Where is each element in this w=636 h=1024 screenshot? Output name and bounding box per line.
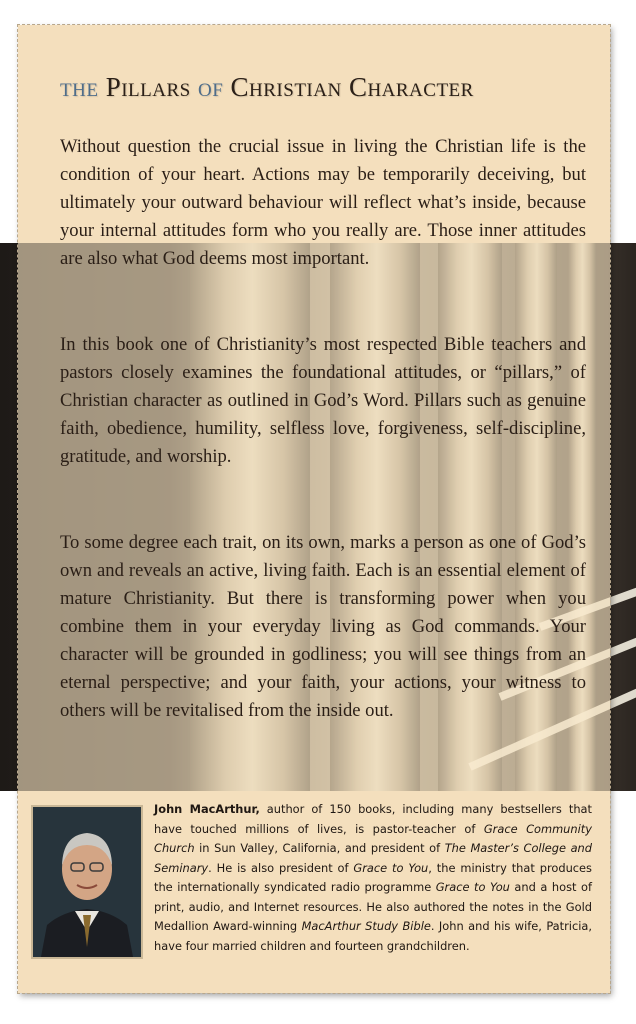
title-word-christian-character: Christian Character [230, 72, 474, 102]
author-photo [31, 805, 143, 959]
bio-bible-name: MacArthur Study Bible [301, 919, 431, 933]
bio-text: author of 150 books, including many bestsellers that have touched millions of lives, is pastor-teacher of [154, 802, 593, 836]
blurb-paragraph-2: In this book one of Christianity’s most respected Bible teachers and pastors closely examines the foundational attitudes, or “pillars,” of Christian character as outlined in God’s Word. Pillars such as genuine faith, obedience, humility, selfless love, forgiveness, self-discipline, gratitude, and worship. [60, 334, 586, 467]
author-portrait-illustration [33, 807, 141, 957]
bio-text: , the ministry that produces the internationally syndicated radio programme [154, 860, 592, 894]
title-word-of: of [197, 72, 224, 102]
bio-college-name: The Master’s College and Seminary [154, 841, 593, 875]
back-cover-panel [18, 25, 610, 993]
bio-text: . John and his wife, Patricia, have four married children and fourteen grandchildren. [154, 919, 592, 953]
bio-programme-name: Grace to You [435, 880, 510, 894]
bio-text: and a host of print, audio, and Internet resources. He also authored the notes in the Gold Medallion Award-winning [154, 880, 592, 933]
title-word-the: the [60, 72, 99, 102]
author-name: John MacArthur, [154, 802, 260, 816]
blurb-paragraph-3: To some degree each trait, on its own, marks a person as one of God’s own and reveals an active, living faith. Each is an essential element of mature Christianity. But there is transforming power when you combine them in your everyday living as God commands. Your character will be grounded in godliness; you will see things from an eternal perspective; and your faith, your actions, your witness to others will be revitalised from the inside out. [60, 532, 586, 721]
blurb-paragraph-1: Without question the crucial issue in living the Christian life is the condition of your heart. Actions may be temporarily deceiving, but ultimately your outward behaviour will reflect what’s inside, because your internal attitudes form who you really are. Those inner attitudes are also what God deems most important. [60, 136, 586, 269]
bio-church-name: Grace Community Church [154, 821, 592, 855]
bio-ministry-name: Grace to You [353, 860, 429, 875]
bio-text: in Sun Valley, California, and president of [194, 841, 445, 855]
author-bio [154, 800, 592, 956]
book-title [60, 72, 580, 103]
bio-text: . He is also president of [208, 860, 354, 875]
title-word-pillars: Pillars [105, 72, 191, 102]
